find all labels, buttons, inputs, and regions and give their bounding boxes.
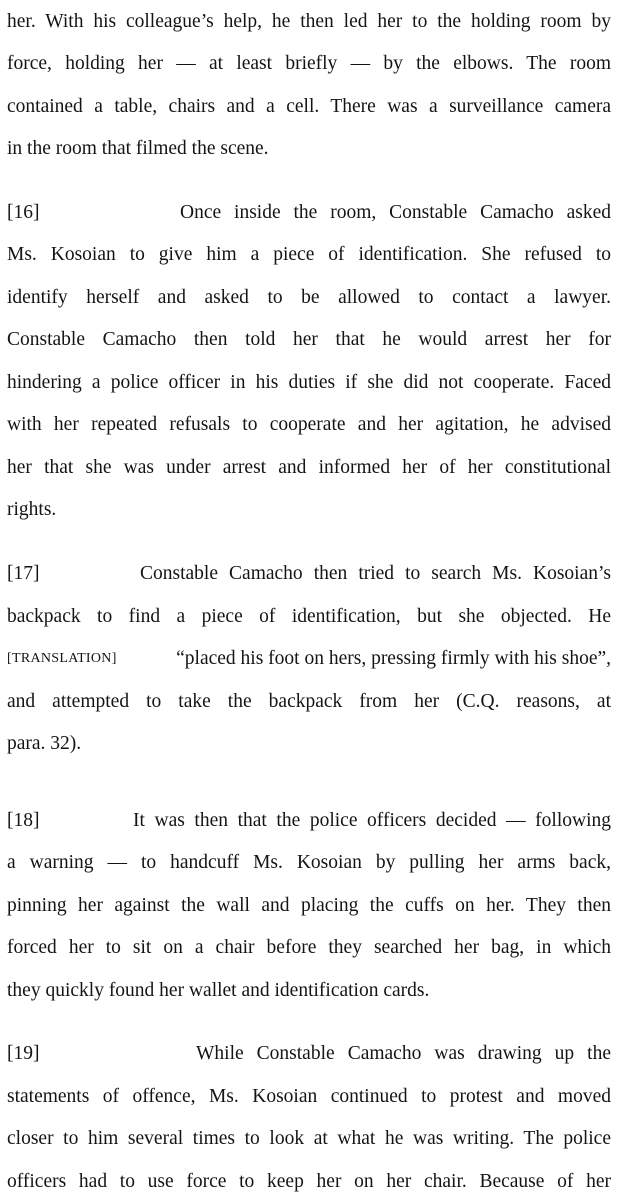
paragraph-line: closer to him several times to look at what he was writing. The police <box>7 1128 611 1149</box>
paragraph-number: [17] <box>7 563 40 584</box>
quoted-text: “placed his foot on hers, pressing firmly with his shoe”, <box>176 648 611 669</box>
paragraph-line: forced her to sit on a chair before they searched her bag, in which <box>7 937 611 958</box>
paragraph-line: hindering a police officer in his duties if she did not cooperate. Faced <box>7 372 611 393</box>
paragraph-line: with her repeated refusals to cooperate and her agitation, he advised <box>7 414 611 435</box>
paragraph-number: [19] <box>7 1043 40 1064</box>
paragraph-line: in the room that filmed the scene. <box>7 138 269 159</box>
paragraph-line: force, holding her — at least briefly — by the elbows. The room <box>7 53 611 74</box>
paragraph-line: Ms. Kosoian to give him a piece of identification. She refused to <box>7 244 611 265</box>
paragraph-first-line: Constable Camacho then tried to search Ms. Kosoian’s <box>140 563 611 584</box>
paragraph-line: officers had to use force to keep her on her chair. Because of her <box>7 1171 611 1192</box>
paragraph-first-line: Once inside the room, Constable Camacho asked <box>180 202 611 223</box>
paragraph-line: and attempted to take the backpack from her (C.Q. reasons, at <box>7 691 611 712</box>
paragraph-number: [18] <box>7 810 40 831</box>
paragraph-line: contained a table, chairs and a cell. There was a surveillance camera <box>7 96 611 117</box>
paragraph-line: identify herself and asked to be allowed to contact a lawyer. <box>7 287 611 308</box>
paragraph-line <box>7 638 611 681</box>
translation-label: [TRANSLATION] <box>7 651 117 666</box>
paragraph-line: her. With his colleague’s help, he then led her to the holding room by <box>7 11 611 32</box>
paragraph-line: pinning her against the wall and placing the cuffs on her. They then <box>7 895 611 916</box>
paragraph-line: rights. <box>7 499 57 520</box>
paragraph-line: statements of offence, Ms. Kosoian continued to protest and moved <box>7 1086 611 1107</box>
paragraph-line: para. 32). <box>7 733 82 754</box>
paragraph-first-line: It was then that the police officers decided — following <box>133 810 611 831</box>
paragraph-first-line: While Constable Camacho was drawing up the <box>196 1043 611 1064</box>
paragraph-line: backpack to find a piece of identification, but she objected. He <box>7 606 611 627</box>
paragraph-line: Constable Camacho then told her that he would arrest her for <box>7 329 611 350</box>
paragraph-line: her that she was under arrest and informed her of her constitutional <box>7 457 611 478</box>
paragraph-line: they quickly found her wallet and identification cards. <box>7 980 430 1001</box>
paragraph-line: a warning — to handcuff Ms. Kosoian by pulling her arms back, <box>7 852 611 873</box>
paragraph-number: [16] <box>7 202 40 223</box>
